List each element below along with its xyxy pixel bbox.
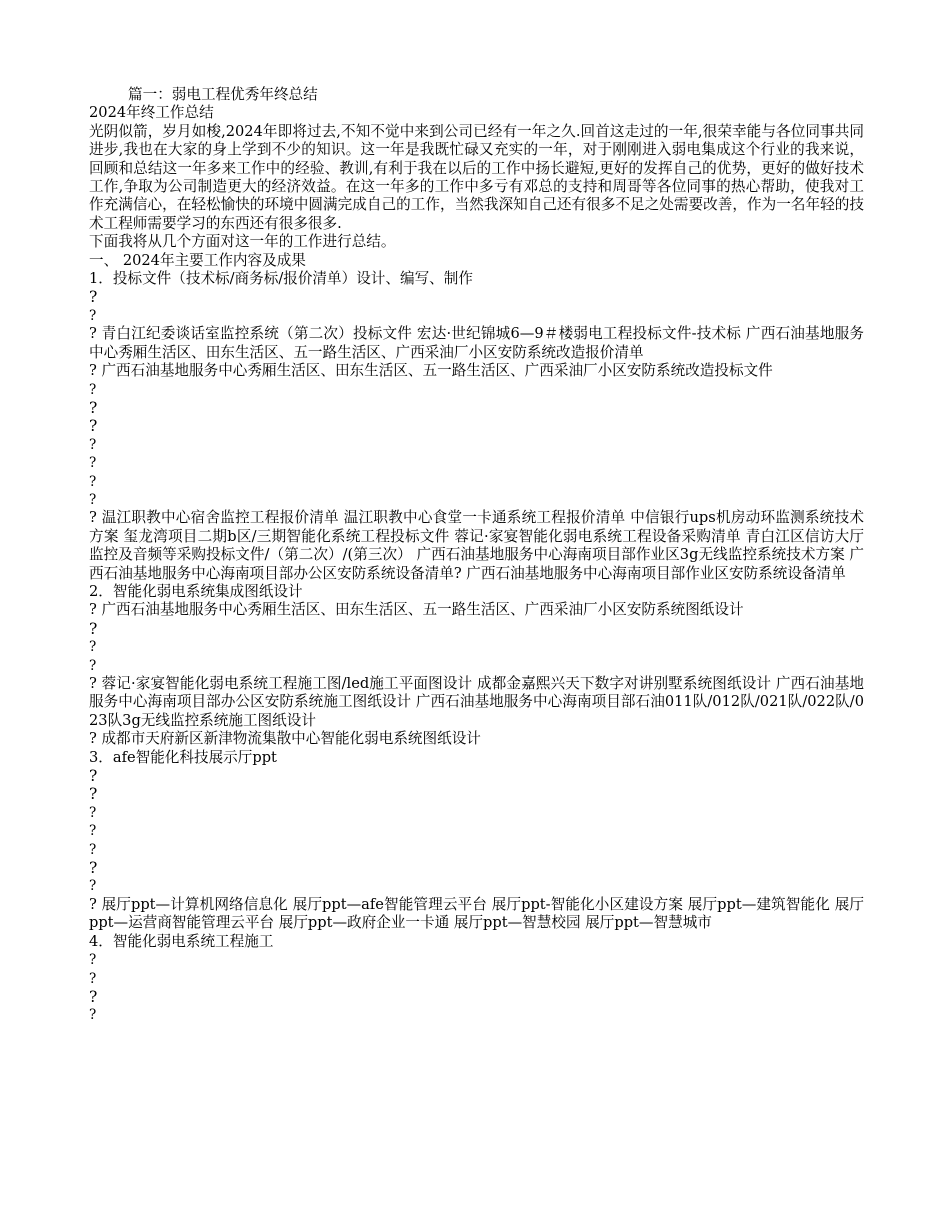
bullet-placeholder: ? bbox=[89, 639, 97, 656]
section-heading: 一、 2024年主要工作内容及成果 bbox=[89, 251, 306, 269]
list-item: ? 成都市天府新区新津物流集散中心智能化弱电系统图纸设计 bbox=[89, 730, 481, 748]
list-item: ? 青白江纪委谈话室监控系统（第二次）投标文件 宏达·世纪锦城6—9＃楼弱电工程投标文件-技术标 广西石油基地服务中心秀厢生活区、田东生活区、五一路生活区、广西采油厂小区安防系统改造报价清单 bbox=[89, 325, 864, 361]
bullet-placeholder: ? bbox=[89, 767, 98, 786]
bullet-placeholder: ? bbox=[89, 657, 97, 674]
bullet-placeholder: ? bbox=[89, 288, 98, 307]
bullet-placeholder: ? bbox=[89, 417, 98, 436]
subsection-2-title: 2．智能化弱电系统集成图纸设计 bbox=[89, 582, 303, 600]
document-subtitle: 2024年终工作总结 bbox=[89, 104, 214, 122]
document-title: 篇一：弱电工程优秀年终总结 bbox=[128, 86, 318, 103]
lead-paragraph: 下面我将从几个方面对这一年的工作进行总结。 bbox=[89, 233, 396, 251]
subsection-1-title: 1．投标文件（技术标/商务标/报价清单）设计、编写、制作 bbox=[89, 270, 473, 288]
bullet-placeholder: ? bbox=[89, 491, 97, 508]
bullet-placeholder: ? bbox=[89, 970, 97, 987]
list-item: ? 蓉记·家宴智能化弱电系统工程施工图/led施工平面图设计 成都金嘉熙兴天下数字对讲别墅系统图纸设计 广西石油基地服务中心海南项目部办公区安防系统施工图纸设计 广西石油基地服务中心海南项目部石油011队/012队/021队/022队/023队3g无线监控系统施工图纸设计 bbox=[89, 675, 864, 729]
bullet-placeholder: ? bbox=[89, 455, 97, 472]
bullet-placeholder: ? bbox=[89, 436, 97, 453]
bullet-placeholder: ? bbox=[89, 804, 97, 821]
bullet-placeholder: ? bbox=[89, 841, 97, 858]
bullet-placeholder: ? bbox=[89, 878, 97, 895]
bullet-placeholder: ? bbox=[89, 398, 98, 417]
list-item: ? 展厅ppt—计算机网络信息化 展厅ppt—afe智能管理云平台 展厅ppt-智能化小区建设方案 展厅ppt—建筑智能化 展厅ppt—运营商智能管理云平台 展厅ppt—政府企业一卡通 展厅ppt—智慧校园 展厅ppt—智慧城市 bbox=[89, 895, 864, 932]
bullet-placeholder: ? bbox=[89, 987, 98, 1006]
bullet-placeholder: ? bbox=[89, 823, 97, 840]
intro-paragraph: 光阴似箭，岁月如梭,2024年即将过去,不知不觉中来到公司已经有一年之久.回首这走过的一年,很荣幸能与各位同事共同进步,我也在大家的身上学到不少的知识。这一年是我既忙碌又充实的一年，对于刚刚进入弱电集成这个行业的我来说，回顾和总结这一年多来工作中的经验、教训,有利于我在以后的工作中扬长避短,更好的发挥自己的优势，更好的做好技术工作,争取为公司制造更大的经济效益。在这一年多的工作中多亏有邓总的支持和周哥等各位同事的热心帮助，使我对工作充满信心，在轻松愉快的环境中圆满完成自己的工作，当然我深知自己还有很多不足之处需要改善，作为一名年轻的技术工程师需要学习的东西还有很多很多. bbox=[89, 122, 864, 232]
list-item: ? 温江职教中心宿舍监控工程报价清单 温江职教中心食堂一卡通系统工程报价清单 中信银行ups机房动环监测系统技术方案 玺龙湾项目二期b区/三期智能化系统工程投标文件 蓉记·家宴智能化弱电系统工程设备采购清单 青白江区信访大厅监控及音频等采购投标文件/（第二次）/(第三次） 广西石油基地服务中心海南项目部作业区3g无线监控系统技术方案 广西石油基地服务中心海南项目部办公区安防系统设备清单? 广西石油基地服务中心海南项目部作业区安防系统设备清单 bbox=[89, 509, 864, 582]
bullet-placeholder: ? bbox=[89, 785, 98, 804]
bullet-placeholder: ? bbox=[89, 473, 97, 490]
subsection-4-title: 4．智能化弱电系统工程施工 bbox=[89, 932, 274, 950]
bullet-placeholder: ? bbox=[89, 952, 97, 969]
bullet-placeholder: ? bbox=[89, 1007, 97, 1024]
list-item: ? 广西石油基地服务中心秀厢生活区、田东生活区、五一路生活区、广西采油厂小区安防系统图纸设计 bbox=[89, 601, 744, 619]
bullet-placeholder: ? bbox=[89, 859, 98, 878]
bullet-placeholder: ? bbox=[89, 307, 97, 324]
list-item: ? 广西石油基地服务中心秀厢生活区、田东生活区、五一路生活区、广西采油厂小区安防系统改造投标文件 bbox=[89, 362, 773, 380]
subsection-3-title: 3．afe智能化科技展示厅ppt bbox=[89, 748, 277, 766]
bullet-placeholder: ? bbox=[89, 381, 97, 398]
bullet-placeholder: ? bbox=[89, 619, 98, 638]
